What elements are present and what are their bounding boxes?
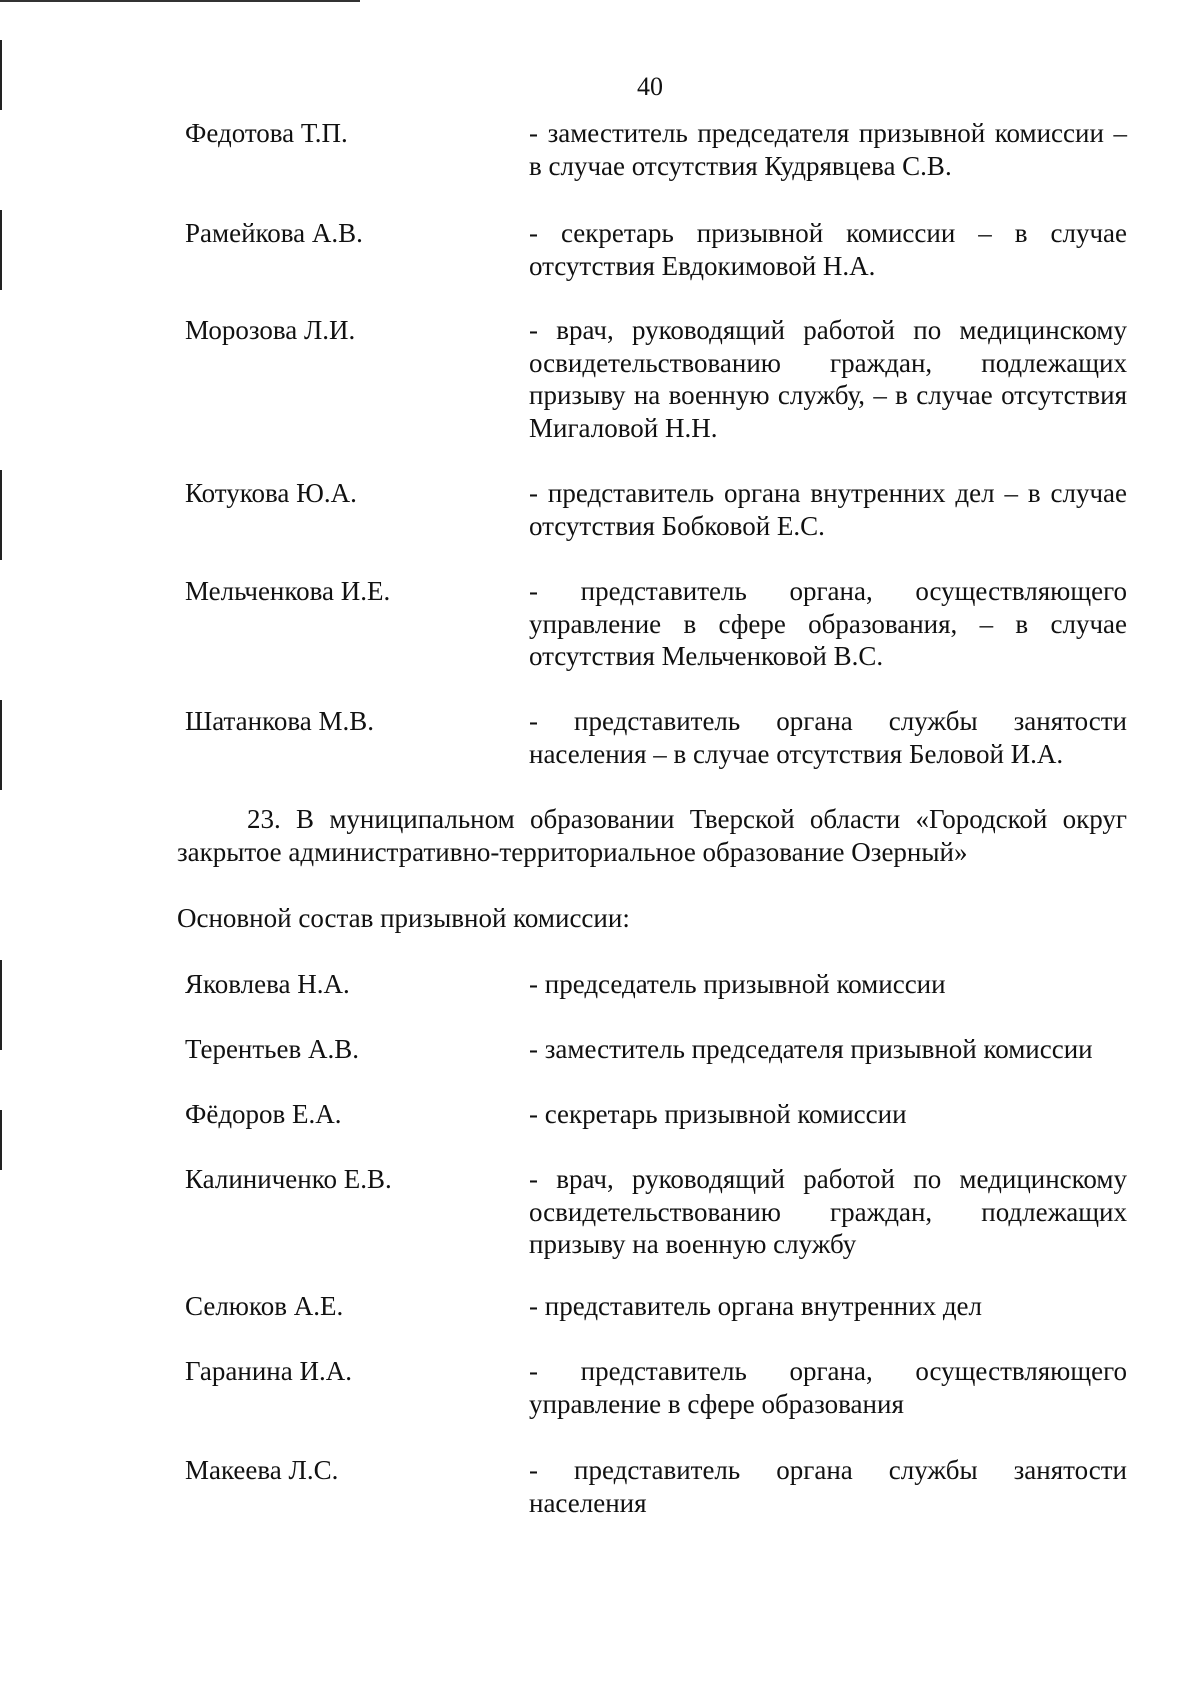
member-name: Макеева Л.С.	[185, 1455, 339, 1485]
member-role: - представитель органа, осуществляющего управление в сфере образования, – в случае отсутствия Мельченковой В.С.	[529, 576, 1127, 671]
member-role: - представитель органа службы занятости населения – в случае отсутствия Беловой И.А.	[529, 706, 1127, 769]
scan-artifact-left	[0, 1110, 2, 1170]
member-role: - представитель органа, осуществляющего управление в сфере образования	[529, 1356, 1127, 1419]
member-name: Котукова Ю.А.	[185, 478, 357, 508]
page-number: 40	[637, 72, 663, 101]
member-name: Шатанкова М.В.	[185, 706, 374, 736]
scan-artifact-left	[0, 210, 2, 290]
member-role: - представитель органа внутренних дел	[529, 1291, 983, 1321]
member-name: Гаранина И.А.	[185, 1356, 352, 1386]
member-name: Фёдоров Е.А.	[185, 1099, 342, 1129]
section-paragraph: 23. В муниципальном образовании Тверской области «Городской округ закрытое административно-территориальное образование Озерный»	[177, 804, 1127, 867]
member-role: - представитель органа внутренних дел – в случае отсутствия Бобковой Е.С.	[529, 478, 1127, 541]
member-name: Селюков А.Е.	[185, 1291, 344, 1321]
member-role: - врач, руководящий работой по медицинскому освидетельствованию граждан, подлежащих призыву на военную службу	[529, 1164, 1127, 1259]
member-role: - представитель органа службы занятости населения	[529, 1455, 1127, 1518]
scan-artifact-left	[0, 40, 2, 110]
scan-artifact-left	[0, 960, 2, 1050]
member-name: Яковлева Н.А.	[185, 969, 350, 999]
member-role: - председатель призывной комиссии	[529, 969, 946, 999]
member-role: - врач, руководящий работой по медицинскому освидетельствованию граждан, подлежащих призыву на военную службу, – в случае отсутствия Мигаловой Н.Н.	[529, 315, 1127, 443]
scan-artifact-top	[0, 0, 360, 2]
member-role: - заместитель председателя призывной комиссии – в случае отсутствия Кудрявцева С.В.	[529, 118, 1127, 181]
member-name: Мельченкова И.Е.	[185, 576, 391, 606]
scan-artifact-left	[0, 700, 2, 790]
member-name: Калиниченко Е.В.	[185, 1164, 392, 1194]
member-name: Терентьев А.В.	[185, 1034, 359, 1064]
member-role: - секретарь призывной комиссии	[529, 1099, 907, 1129]
member-name: Рамейкова А.В.	[185, 218, 363, 248]
scan-artifact-left	[0, 470, 2, 560]
member-role: - секретарь призывной комиссии – в случае отсутствия Евдокимовой Н.А.	[529, 218, 1127, 281]
member-name: Федотова Т.П.	[185, 118, 348, 148]
section-heading: Основной состав призывной комиссии:	[177, 903, 630, 933]
member-role: - заместитель председателя призывной комиссии	[529, 1034, 1093, 1064]
member-name: Морозова Л.И.	[185, 315, 356, 345]
